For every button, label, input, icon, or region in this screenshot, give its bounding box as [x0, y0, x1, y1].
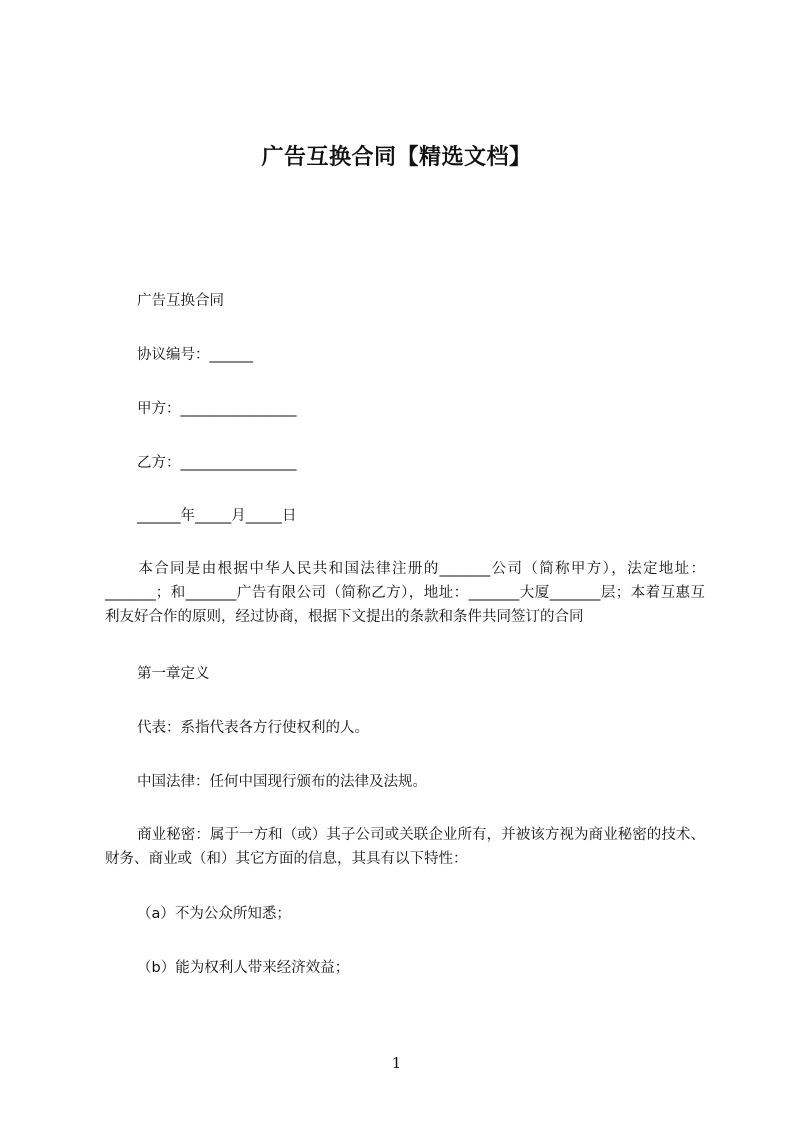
intro-paragraph	[105, 557, 705, 629]
definition-representative: 代表：系指代表各方行使权利的人。	[137, 720, 369, 736]
party-b-line: 乙方：________________	[137, 455, 297, 471]
trade-secret-text: 商业秘密：属于一方和（或）其子公司或关联企业所有，并被该方视为商业秘密的技术、财务、商业或（和）其它方面的信息，其具有以下特性：	[105, 827, 705, 867]
document-title: 广告互换合同【精选文档】	[261, 145, 532, 170]
definition-chinese-law: 中国法律：任何中国现行颁布的法律及法规。	[137, 774, 427, 790]
agreement-number-line: 协议编号：______	[137, 347, 253, 363]
intro-text: 本合同是由根据中华人民共和国法律注册的_______公司（简称甲方），法定地址：_______；和_______广告有限公司（简称乙方），地址：_______大厦_______层；本着互惠互利友好合作的原则，经过协商，根据下文提出的条款和条件共同签订的合同	[105, 561, 705, 625]
date-line: ______年_____月_____日	[137, 508, 297, 524]
chapter-heading: 第一章定义	[137, 666, 210, 682]
list-item-b: （b）能为权利人带来经济效益；	[137, 960, 350, 976]
page-number: 1	[391, 1054, 402, 1072]
contract-heading: 广告互换合同	[137, 293, 224, 309]
definition-trade-secret	[105, 823, 705, 871]
list-item-a: （a）不为公众所知悉；	[137, 906, 291, 922]
party-a-line: 甲方：________________	[137, 401, 297, 417]
